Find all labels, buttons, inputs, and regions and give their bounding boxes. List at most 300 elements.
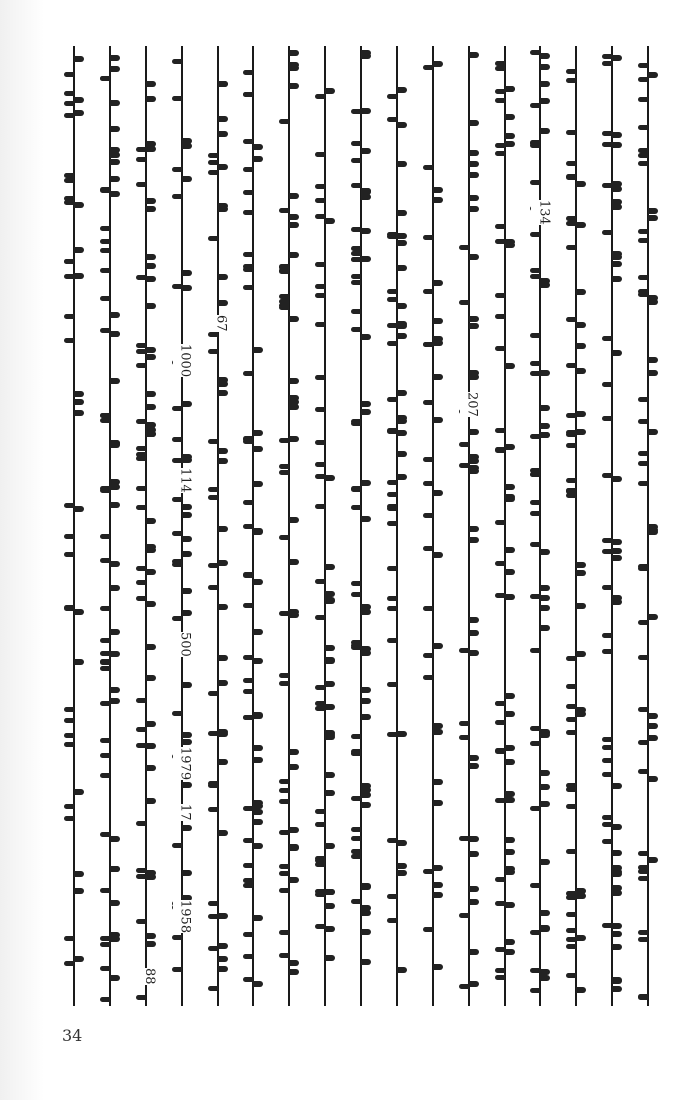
script-stroke — [74, 410, 84, 416]
script-stroke — [218, 759, 228, 765]
script-stroke — [433, 865, 443, 871]
script-stroke — [315, 822, 325, 827]
script-stroke — [243, 977, 253, 982]
script-stroke — [253, 156, 263, 162]
script-stroke — [576, 343, 586, 349]
script-stroke — [469, 763, 479, 769]
script-stroke — [576, 222, 586, 228]
script-stroke — [638, 707, 648, 712]
script-stroke — [351, 796, 361, 801]
script-stroke — [387, 234, 397, 239]
script-stroke — [433, 882, 443, 888]
script-stroke — [279, 930, 289, 935]
script-stroke — [505, 791, 515, 797]
script-stroke — [100, 268, 110, 273]
script-stroke — [351, 280, 361, 285]
script-stroke — [315, 892, 325, 897]
script-stroke — [74, 956, 84, 962]
script-stroke — [64, 91, 74, 96]
script-stroke — [64, 338, 74, 343]
page-number: 34 — [62, 1026, 83, 1045]
script-stroke — [74, 506, 84, 512]
script-stroke — [100, 558, 110, 563]
script-stroke — [289, 378, 299, 384]
script-stroke — [495, 224, 505, 229]
script-stroke — [602, 61, 612, 66]
script-stroke — [433, 964, 443, 970]
script-stroke — [289, 559, 299, 565]
script-stroke — [387, 289, 397, 294]
script-stroke — [208, 439, 218, 444]
script-stroke — [208, 487, 218, 492]
script-stroke — [495, 520, 505, 525]
script-stroke — [253, 757, 263, 763]
script-stroke — [612, 186, 622, 192]
script-stroke — [74, 56, 84, 62]
script-stroke — [110, 936, 120, 942]
script-stroke — [638, 153, 648, 158]
script-stroke — [279, 830, 289, 835]
script-stroke — [566, 216, 576, 221]
script-stroke — [469, 454, 479, 460]
script-stroke — [638, 865, 648, 870]
script-stroke — [361, 802, 371, 808]
script-stroke — [218, 956, 228, 962]
script-stroke — [459, 984, 469, 989]
script-stroke — [351, 158, 361, 163]
script-stroke — [110, 55, 120, 61]
script-stroke — [351, 109, 361, 114]
script-stroke — [315, 924, 325, 929]
script-stroke — [638, 419, 648, 424]
script-stroke — [315, 462, 325, 467]
script-stroke — [530, 143, 540, 148]
script-stroke — [495, 314, 505, 319]
script-stroke — [325, 903, 335, 909]
script-stroke — [110, 191, 120, 197]
script-stroke — [289, 845, 299, 851]
text-column — [164, 46, 200, 1006]
text-column — [558, 46, 594, 1006]
vertical-text-block — [56, 46, 666, 1006]
script-stroke — [172, 497, 182, 502]
script-stroke — [208, 236, 218, 241]
script-stroke — [540, 784, 550, 790]
script-stroke — [540, 925, 550, 931]
script-stroke — [495, 947, 505, 952]
script-stroke — [325, 681, 335, 687]
script-stroke — [110, 687, 120, 693]
script-stroke — [361, 256, 371, 262]
script-stroke — [566, 656, 576, 661]
script-stroke — [182, 401, 192, 407]
script-stroke — [243, 500, 253, 505]
script-stroke — [146, 198, 156, 204]
text-column — [56, 46, 92, 1006]
script-stroke — [387, 94, 397, 99]
script-stroke — [110, 66, 120, 72]
script-stroke — [540, 859, 550, 865]
script-stroke — [612, 783, 622, 789]
script-stroke — [433, 318, 443, 324]
script-stroke — [110, 126, 120, 132]
script-stroke — [100, 936, 110, 941]
script-stroke — [638, 451, 648, 456]
script-stroke — [64, 804, 74, 809]
script-stroke — [100, 942, 110, 947]
script-stroke — [397, 333, 407, 339]
script-stroke — [397, 840, 407, 846]
script-stroke — [648, 215, 658, 221]
script-stroke — [74, 273, 84, 279]
script-stroke — [325, 790, 335, 796]
script-stroke — [648, 857, 658, 863]
script-stroke — [469, 120, 479, 126]
script-stroke — [638, 769, 648, 774]
script-stroke — [505, 902, 515, 908]
script-stroke — [566, 363, 576, 368]
script-stroke — [602, 416, 612, 421]
script-stroke — [100, 738, 110, 743]
script-stroke — [423, 457, 433, 462]
script-stroke — [208, 986, 218, 991]
script-stroke — [397, 474, 407, 480]
script-stroke — [146, 941, 156, 947]
script-stroke — [361, 334, 371, 340]
script-stroke — [433, 374, 443, 380]
script-stroke — [602, 183, 612, 188]
script-stroke — [566, 928, 576, 933]
script-stroke — [423, 546, 433, 551]
script-stroke — [218, 390, 228, 396]
script-stroke — [540, 625, 550, 631]
script-stroke — [566, 704, 576, 709]
script-stroke — [469, 755, 479, 761]
script-stroke — [433, 643, 443, 649]
script-stroke — [495, 66, 505, 71]
script-stroke — [495, 239, 505, 244]
script-stroke — [540, 969, 550, 975]
script-stroke — [397, 863, 407, 869]
script-stroke — [279, 788, 289, 793]
script-stroke — [602, 923, 612, 928]
script-stroke — [361, 714, 371, 720]
script-stroke — [208, 585, 218, 590]
script-stroke — [218, 604, 228, 610]
script-stroke — [612, 824, 622, 830]
script-stroke — [279, 871, 289, 876]
script-stroke — [495, 720, 505, 725]
script-stroke — [351, 581, 361, 586]
script-stroke — [361, 959, 371, 965]
script-stroke — [530, 232, 540, 237]
script-stroke — [602, 54, 612, 59]
script-stroke — [397, 430, 407, 436]
script-stroke — [182, 739, 192, 745]
script-stroke — [423, 653, 433, 658]
script-stroke — [351, 592, 361, 597]
script-stroke — [136, 157, 146, 162]
script-stroke — [638, 620, 648, 625]
script-stroke — [243, 954, 253, 959]
script-stroke — [576, 651, 586, 657]
script-stroke — [505, 869, 515, 875]
script-stroke — [74, 97, 84, 103]
script-stroke — [612, 548, 622, 554]
script-stroke — [540, 801, 550, 807]
script-stroke — [289, 969, 299, 975]
script-stroke — [387, 838, 397, 843]
script-stroke — [253, 658, 263, 664]
inline-number: 1979 — [173, 747, 193, 780]
script-stroke — [495, 428, 505, 433]
script-stroke — [325, 772, 335, 778]
script-stroke — [540, 549, 550, 555]
script-stroke — [648, 723, 658, 729]
script-stroke — [100, 187, 110, 192]
script-stroke — [566, 221, 576, 226]
script-stroke — [110, 975, 120, 981]
script-stroke — [361, 687, 371, 693]
script-stroke — [253, 745, 263, 751]
script-stroke — [638, 125, 648, 130]
script-stroke — [325, 657, 335, 663]
script-stroke — [433, 417, 443, 423]
script-stroke — [612, 923, 622, 929]
script-stroke — [540, 910, 550, 916]
script-stroke — [208, 731, 218, 736]
script-stroke — [136, 419, 146, 424]
script-stroke — [110, 698, 120, 704]
script-stroke — [172, 711, 182, 716]
script-stroke — [423, 869, 433, 874]
script-stroke — [74, 888, 84, 894]
script-stroke — [182, 536, 192, 542]
script-stroke — [361, 148, 371, 154]
script-stroke — [530, 968, 540, 973]
script-stroke — [361, 409, 371, 415]
text-column — [594, 46, 630, 1006]
script-stroke — [612, 199, 622, 205]
script-stroke — [351, 257, 361, 262]
script-stroke — [540, 729, 550, 735]
script-stroke — [100, 997, 110, 1002]
script-stroke — [351, 227, 361, 232]
script-stroke — [612, 261, 622, 267]
script-stroke — [351, 899, 361, 904]
script-stroke — [387, 323, 397, 328]
script-stroke — [530, 50, 540, 55]
script-stroke — [505, 949, 515, 955]
script-stroke — [218, 381, 228, 387]
script-stroke — [505, 939, 515, 945]
script-stroke — [110, 836, 120, 842]
script-stroke — [638, 63, 648, 68]
script-stroke — [540, 81, 550, 87]
script-stroke — [612, 254, 622, 260]
script-stroke — [361, 905, 371, 911]
script-stroke — [469, 172, 479, 178]
script-stroke — [289, 436, 299, 442]
script-stroke — [146, 206, 156, 212]
script-stroke — [325, 704, 335, 710]
script-stroke — [433, 800, 443, 806]
script-stroke — [253, 819, 263, 825]
script-stroke — [530, 180, 540, 185]
script-stroke — [110, 629, 120, 635]
script-stroke — [136, 743, 146, 748]
script-stroke — [566, 317, 576, 322]
script-stroke — [100, 888, 110, 893]
script-stroke — [638, 77, 648, 82]
script-stroke — [459, 913, 469, 918]
inline-number: 17 — [173, 804, 193, 821]
script-stroke — [218, 164, 228, 170]
script-stroke — [208, 901, 218, 906]
script-stroke — [110, 441, 120, 447]
script-stroke — [208, 332, 218, 337]
script-stroke — [397, 122, 407, 128]
text-column — [271, 46, 307, 1006]
script-stroke — [540, 770, 550, 776]
script-stroke — [289, 252, 299, 258]
script-stroke — [315, 474, 325, 479]
script-stroke — [566, 891, 576, 896]
script-stroke — [530, 542, 540, 547]
script-stroke — [172, 96, 182, 101]
script-stroke — [459, 721, 469, 726]
script-stroke — [279, 799, 289, 804]
script-stroke — [279, 681, 289, 686]
script-stroke — [361, 401, 371, 407]
script-stroke — [612, 599, 622, 605]
script-stroke — [325, 926, 335, 932]
script-stroke — [469, 630, 479, 636]
script-stroke — [387, 504, 397, 509]
script-stroke — [325, 843, 335, 849]
script-stroke — [387, 297, 397, 302]
script-stroke — [218, 943, 228, 949]
script-stroke — [469, 899, 479, 905]
script-stroke — [172, 967, 182, 972]
script-stroke — [602, 745, 612, 750]
script-stroke — [469, 323, 479, 329]
script-stroke — [146, 354, 156, 360]
script-stroke — [387, 596, 397, 601]
script-stroke — [208, 153, 218, 158]
script-stroke — [351, 274, 361, 279]
script-stroke — [638, 238, 648, 243]
script-stroke — [638, 876, 648, 881]
script-stroke — [289, 764, 299, 770]
script-stroke — [540, 595, 550, 601]
script-stroke — [469, 851, 479, 857]
script-stroke — [540, 98, 550, 104]
script-stroke — [530, 274, 540, 279]
script-stroke — [279, 305, 289, 310]
script-stroke — [146, 601, 156, 607]
script-stroke — [172, 531, 182, 536]
script-stroke — [387, 732, 397, 737]
script-stroke — [218, 830, 228, 836]
script-stroke — [279, 953, 289, 958]
script-stroke — [566, 717, 576, 722]
script-stroke — [243, 883, 253, 888]
script-stroke — [540, 64, 550, 70]
script-stroke — [602, 549, 612, 554]
script-stroke — [505, 745, 515, 751]
inline-number: 114 — [173, 468, 193, 493]
script-stroke — [146, 303, 156, 309]
script-stroke — [253, 713, 263, 719]
script-stroke — [361, 650, 371, 656]
script-stroke — [351, 141, 361, 146]
script-stroke — [648, 735, 658, 741]
script-stroke — [110, 331, 120, 337]
script-stroke — [253, 528, 263, 534]
script-stroke — [612, 986, 622, 992]
script-stroke — [243, 678, 253, 683]
script-stroke — [602, 230, 612, 235]
script-stroke — [146, 404, 156, 410]
script-stroke — [253, 446, 263, 452]
script-stroke — [576, 429, 586, 435]
script-stroke — [136, 995, 146, 1000]
script-stroke — [638, 289, 648, 294]
script-stroke — [315, 579, 325, 584]
script-stroke — [172, 559, 182, 564]
script-stroke — [459, 648, 469, 653]
script-stroke — [74, 202, 84, 208]
script-stroke — [505, 693, 515, 699]
script-stroke — [279, 464, 289, 469]
script-stroke — [638, 275, 648, 280]
script-stroke — [136, 182, 146, 187]
script-stroke — [64, 503, 74, 508]
script-stroke — [64, 200, 74, 205]
script-stroke — [459, 463, 469, 468]
script-stroke — [315, 685, 325, 690]
script-stroke — [253, 843, 263, 849]
script-stroke — [495, 701, 505, 706]
script-stroke — [74, 789, 84, 795]
script-stroke — [64, 101, 74, 106]
script-stroke — [146, 263, 156, 269]
script-stroke — [459, 245, 469, 250]
script-stroke — [638, 655, 648, 660]
script-stroke — [602, 758, 612, 763]
script-stroke — [136, 349, 146, 354]
script-stroke — [638, 229, 648, 234]
script-stroke — [576, 603, 586, 609]
script-stroke — [218, 81, 228, 87]
script-stroke — [469, 254, 479, 260]
script-stroke — [638, 461, 648, 466]
script-stroke — [218, 731, 228, 737]
script-stroke — [218, 300, 228, 306]
script-stroke — [495, 89, 505, 94]
script-stroke — [638, 740, 648, 745]
script-stroke — [146, 675, 156, 681]
script-stroke — [469, 650, 479, 656]
script-stroke — [469, 316, 479, 322]
script-stroke — [505, 849, 515, 855]
script-stroke — [146, 141, 156, 147]
script-stroke — [602, 772, 612, 777]
script-stroke — [612, 132, 622, 138]
script-stroke — [540, 975, 550, 981]
script-stroke — [351, 183, 361, 188]
